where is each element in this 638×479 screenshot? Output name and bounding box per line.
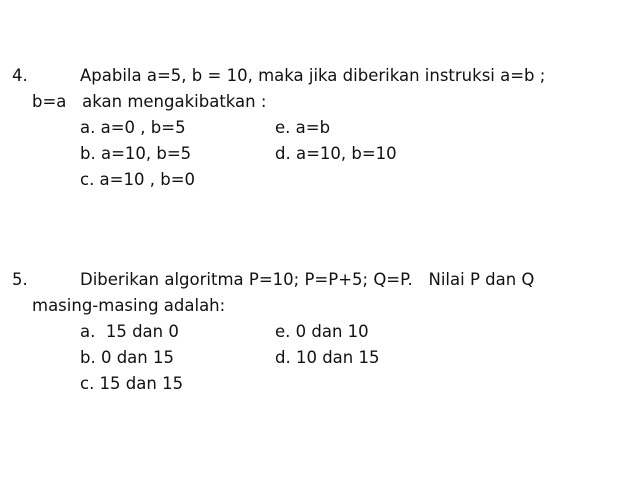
option-a: a. a=0 , b=5 [80, 118, 186, 137]
question-number: 4. [12, 66, 28, 85]
option-b: b. 0 dan 15 [80, 348, 174, 367]
option-c: c. 15 dan 15 [80, 374, 184, 393]
question-text-continuation: b=a akan mengakibatkan : [32, 92, 267, 111]
question-text: Diberikan algoritma P=10; P=P+5; Q=P. Nilai P dan Q [80, 270, 535, 289]
option-b: b. a=10, b=5 [80, 144, 192, 163]
option-a: a. 15 dan 0 [80, 322, 179, 341]
option-e: e. a=b [275, 118, 331, 137]
option-d: d. 10 dan 15 [275, 348, 380, 367]
question-number: 5. [12, 270, 28, 289]
option-c: c. a=10 , b=0 [80, 170, 196, 189]
question-text-continuation: masing-masing adalah: [32, 296, 226, 315]
option-d: d. a=10, b=10 [275, 144, 397, 163]
question-text: Apabila a=5, b = 10, maka jika diberikan instruksi a=b ; [80, 66, 546, 85]
option-e: e. 0 dan 10 [275, 322, 369, 341]
